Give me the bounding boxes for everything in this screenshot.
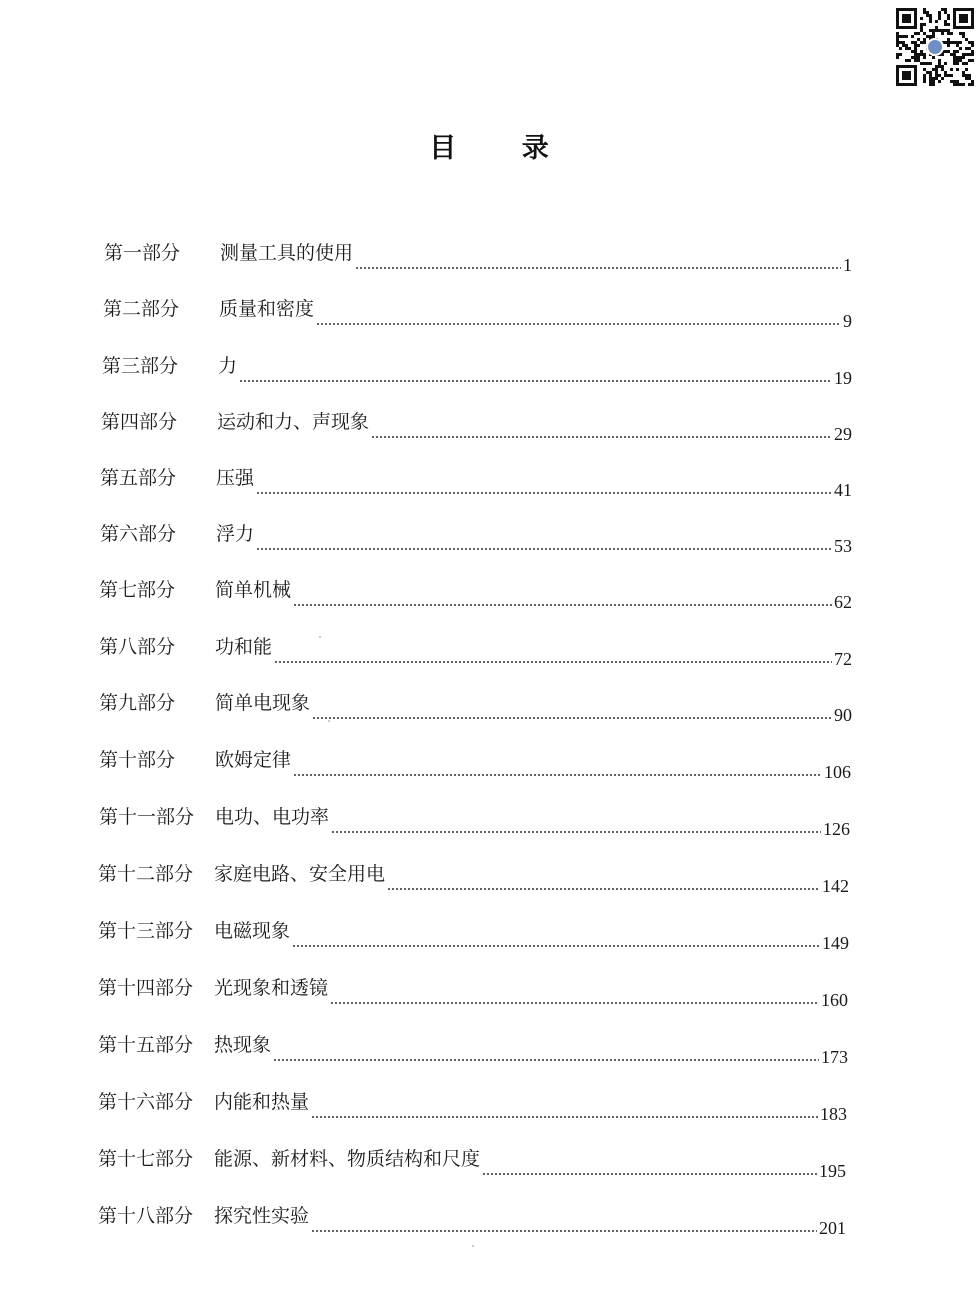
toc-entry[interactable] [98, 1143, 846, 1183]
toc-part-label: 第十八部分 [98, 1205, 194, 1227]
toc-title: 运动和力、声现象 [217, 411, 370, 433]
toc-part-label: 第十五部分 [98, 1034, 194, 1056]
toc-part-label: 第九部分 [99, 692, 176, 714]
toc-leader-dots [274, 661, 832, 663]
toc-page-number: 1 [843, 255, 852, 275]
toc-entry[interactable] [99, 574, 852, 614]
toc-part-label: 第八部分 [99, 636, 176, 658]
toc-title: 测量工具的使用 [220, 242, 354, 264]
toc-leader-dots [293, 774, 822, 776]
toc-title: 功和能 [215, 636, 273, 658]
toc-entry[interactable] [98, 1086, 847, 1126]
toc-entry[interactable] [98, 915, 849, 955]
toc-entry[interactable] [98, 972, 848, 1012]
scan-speck [328, 720, 330, 722]
qr-code-icon [896, 8, 974, 86]
toc-page-number: 160 [821, 990, 848, 1010]
toc-part-label: 第十部分 [99, 749, 176, 771]
toc-title: 质量和密度 [219, 298, 315, 320]
toc-part-label: 第四部分 [101, 411, 178, 433]
toc-leader-dots [311, 1116, 818, 1118]
toc-entry[interactable] [99, 801, 850, 841]
toc-page-number: 29 [834, 424, 852, 444]
toc-title: 力 [218, 355, 238, 377]
toc-page-number: 62 [834, 592, 852, 612]
toc-title: 浮力 [216, 523, 255, 545]
toc-title: 家庭电路、安全用电 [214, 863, 386, 885]
toc-page-number: 142 [822, 876, 849, 896]
toc-page-number: 41 [834, 480, 852, 500]
toc-part-label: 第十四部分 [98, 977, 194, 999]
toc-page-number: 195 [819, 1161, 846, 1181]
toc-leader-dots [256, 492, 832, 494]
toc-part-label: 第五部分 [100, 467, 177, 489]
toc-page-number: 19 [834, 368, 852, 388]
toc-leader-dots [371, 436, 832, 438]
toc-entry[interactable] [99, 631, 852, 671]
toc-leader-dots [273, 1059, 819, 1061]
page-title: 目 录 [429, 133, 577, 164]
toc-page-number: 173 [821, 1047, 848, 1067]
toc-entry[interactable] [100, 518, 852, 558]
toc-title: 欧姆定律 [215, 749, 292, 771]
toc-page-number: 183 [820, 1104, 847, 1124]
toc-title: 热现象 [214, 1034, 272, 1056]
toc-leader-dots [312, 717, 832, 719]
toc-leader-dots [482, 1173, 817, 1175]
toc-leader-dots [316, 323, 841, 325]
toc-entry[interactable] [98, 858, 849, 898]
toc-entry[interactable] [99, 687, 852, 727]
toc-title: 电磁现象 [214, 920, 291, 942]
toc-part-label: 第十一部分 [99, 806, 195, 828]
toc-title: 能源、新材料、物质结构和尺度 [214, 1148, 481, 1170]
toc-part-label: 第二部分 [103, 298, 180, 320]
toc-entry[interactable] [102, 350, 852, 390]
toc-title: 探究性实验 [214, 1205, 310, 1227]
toc-entry[interactable] [103, 293, 852, 333]
toc-entry[interactable] [100, 462, 852, 502]
toc-leader-dots [256, 548, 832, 550]
toc-title: 简单电现象 [215, 692, 311, 714]
toc-leader-dots [293, 604, 832, 606]
toc-part-label: 第十三部分 [98, 920, 194, 942]
toc-title: 简单机械 [215, 579, 292, 601]
scan-speck [472, 1245, 474, 1247]
toc-page-number: 149 [822, 933, 849, 953]
toc-part-label: 第十二部分 [98, 863, 194, 885]
toc-page-number: 201 [819, 1218, 846, 1238]
toc-title: 电功、电功率 [215, 806, 330, 828]
toc-entry[interactable] [98, 1200, 846, 1240]
toc-part-label: 第七部分 [99, 579, 176, 601]
toc-leader-dots [387, 888, 820, 890]
toc-part-label: 第一部分 [104, 242, 181, 264]
toc-entry[interactable] [101, 406, 852, 446]
toc-page-number: 126 [823, 819, 850, 839]
toc-title: 压强 [216, 467, 255, 489]
toc-leader-dots [355, 267, 841, 269]
toc-entry[interactable] [99, 744, 851, 784]
toc-title: 内能和热量 [214, 1091, 310, 1113]
toc-leader-dots [239, 380, 832, 382]
toc-page-number: 72 [834, 649, 852, 669]
scan-speck [319, 636, 321, 638]
toc-leader-dots [331, 831, 821, 833]
toc-title: 光现象和透镜 [214, 977, 329, 999]
toc-part-label: 第十六部分 [98, 1091, 194, 1113]
toc-leader-dots [292, 945, 820, 947]
toc-entry[interactable] [98, 1029, 848, 1069]
toc-page-number: 106 [824, 762, 851, 782]
toc-page-number: 9 [843, 311, 852, 331]
toc-part-label: 第十七部分 [98, 1148, 194, 1170]
toc-part-label: 第三部分 [102, 355, 179, 377]
toc-part-label: 第六部分 [100, 523, 177, 545]
toc-entry[interactable] [104, 237, 852, 277]
toc-leader-dots [311, 1230, 817, 1232]
toc-page-number: 90 [834, 705, 852, 725]
toc-page-number: 53 [834, 536, 852, 556]
toc-leader-dots [330, 1002, 819, 1004]
